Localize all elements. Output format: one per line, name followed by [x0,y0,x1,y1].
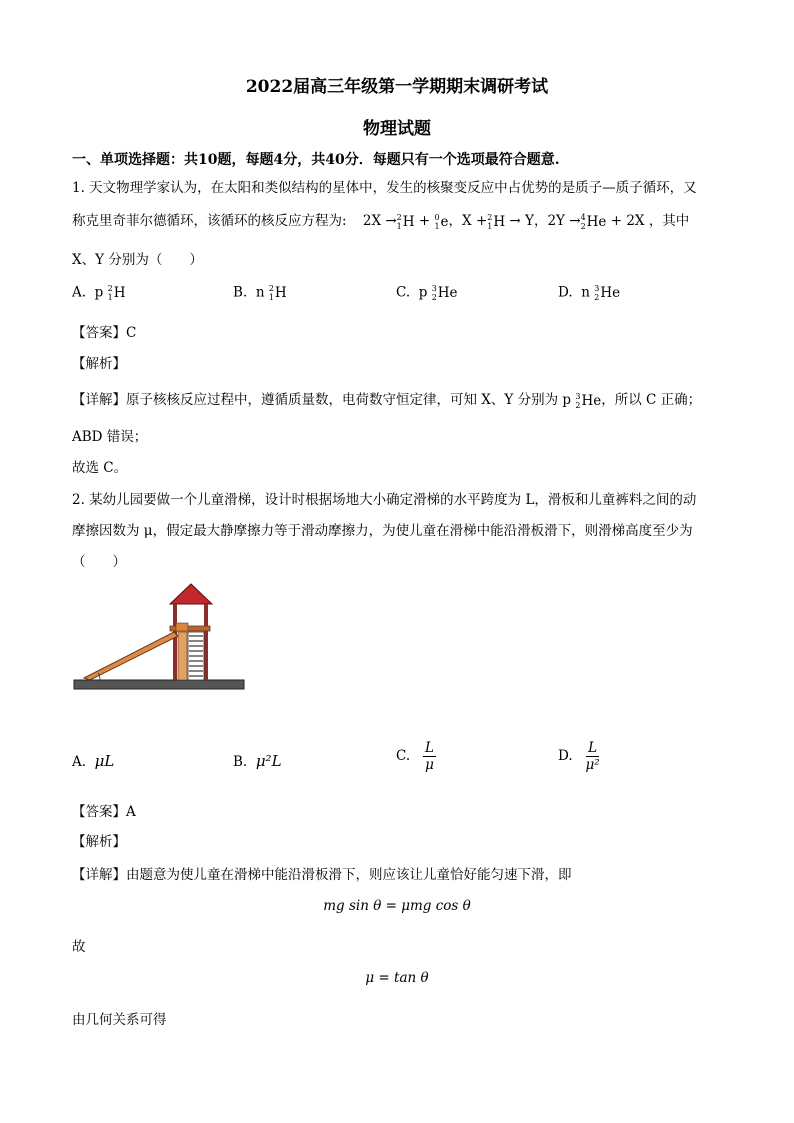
q1-line1: 1. 天文物理学家认为，在太阳和类似结构的星体中，发生的核聚变反应中占优势的是质子—质子循环，又 [72,180,697,196]
q2-answer: 【答案】A [72,804,136,820]
q2-line1: 2. 某幼儿园要做一个儿童滑梯，设计时根据场地大小确定滑梯的水平跨度为 L，滑板和儿童裤料之间的动 [72,492,697,508]
exam-title: 2022届高三年级第一学期期末调研考试 [245,77,549,97]
q2-therefore: 故 [72,939,86,955]
slide-figure [70,578,250,694]
q1-option-a[interactable]: A. p 2 1 H [72,284,126,302]
q1-detail: 【详解】原子核核反应过程中，遵循质量数，电荷数守恒定律，可知 X、Y 分别为 p 3 2 He，所以 C 正确； [72,391,702,410]
q1-option-d[interactable]: D. n 3 2 He [558,284,621,302]
q1-option-c[interactable]: C. p 3 2 He [396,284,458,302]
slide-board [84,632,178,680]
ground [74,680,244,689]
q1-line2-suffix: ，其中 [648,213,690,229]
tower-post-left [173,604,177,680]
q2-option-d[interactable]: D. $\frac{L}{\text{μ²}}$ [558,740,600,773]
q2-line3: （ ） [72,554,126,570]
exam-subtitle: 物理试题 [363,119,431,139]
q1-analysis: 【解析】 [72,356,126,372]
q2-geometry: 由几何关系可得 [72,1012,167,1028]
q1-equation: 2X → 2 1 H + 0 1 e，X + 2 1 H → Y，2Y → 4 2 He + 2X [362,212,649,231]
q2-line2: 摩擦因数为 μ，假定最大静摩擦力等于滑动摩擦力，为使儿童在滑梯中能沿滑板滑下，则滑梯高度至少为 [72,523,693,539]
tower-post-right [204,604,208,680]
q1-line3: X、Y 分别为（ ） [72,252,203,268]
q2-equation-2: μ = tan θ [365,970,429,986]
roof [170,584,212,604]
q1-line2-prefix: 称克里奇菲尔德循环，该循环的核反应方程为: [72,213,347,229]
section-heading: 一、单项选择题：共10题，每题4分，共40分．每题只有一个选项最符合题意. [72,152,560,168]
q2-detail: 【详解】由题意为使儿童在滑梯中能沿滑板滑下，则应该让儿童恰好能匀速下滑，即 [72,867,572,883]
q1-answer: 【答案】C [72,325,137,341]
q2-option-c[interactable]: C. $\frac{L}{\mu}$ [396,740,434,773]
q2-analysis: 【解析】 [72,834,126,850]
q1-option-b[interactable]: B. n 2 1 H [233,284,287,302]
q2-option-b[interactable]: B. μ²L [233,752,282,770]
q1-conclusion: 故选 C。 [72,460,128,476]
q1-detail-line2: ABD 错误； [72,429,148,445]
q1-line2 [72,209,689,231]
q2-equation-1: mg sin θ = μmg cos θ [323,898,471,914]
q2-option-a[interactable]: A. μL [72,752,115,770]
